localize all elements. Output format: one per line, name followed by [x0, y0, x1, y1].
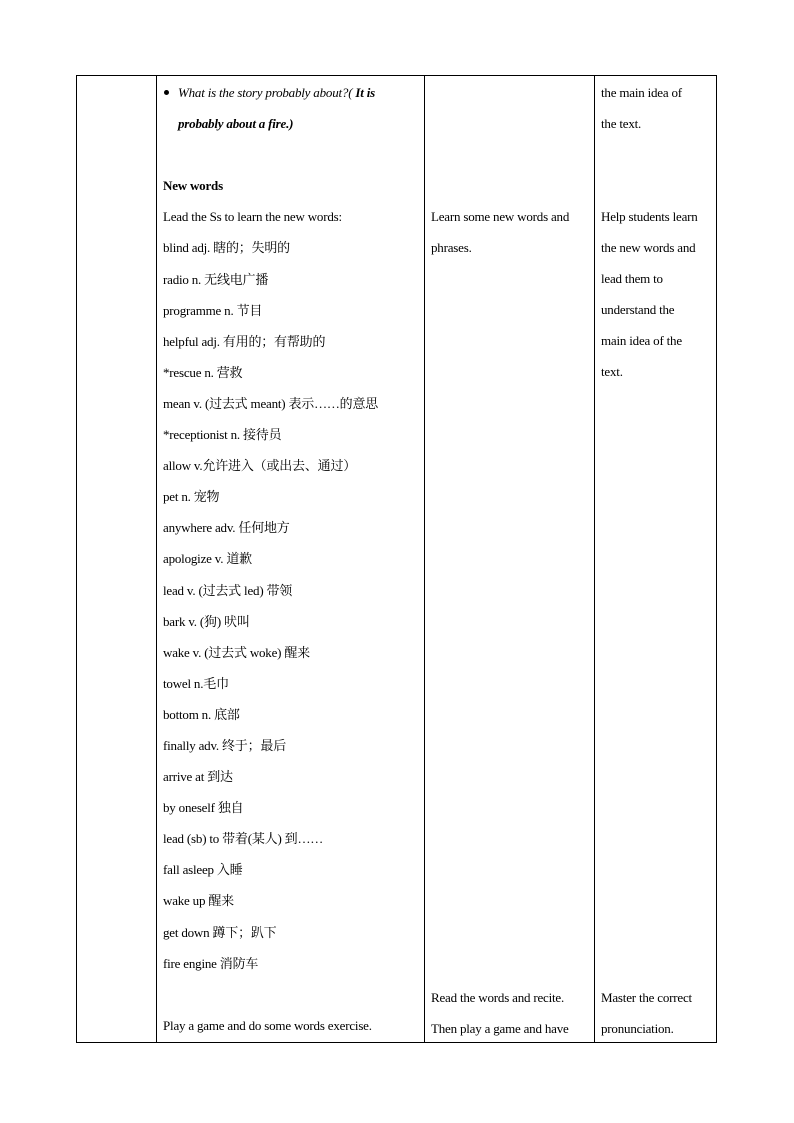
vocabulary-item: finally adv. 终于；最后	[163, 737, 287, 753]
intro-text: Lead the Ss to learn the new words:	[163, 209, 342, 225]
blank-line	[163, 979, 378, 1010]
purpose-line: Help students learn	[601, 209, 698, 224]
purpose-main-idea	[601, 77, 682, 139]
vocabulary-item: lead v. (过去式 led) 带领	[163, 582, 293, 598]
student-activity-read	[431, 982, 569, 1044]
vocabulary-item: wake up 醒来	[163, 893, 234, 909]
purpose-line: the main idea of	[601, 85, 682, 100]
table-left-border	[76, 75, 77, 1043]
question-text: What is the story probably about?(	[178, 85, 353, 100]
vocabulary-item: lead (sb) to 带着(某人) 到……	[163, 831, 324, 847]
vocabulary-item: *receptionist n. 接待员	[163, 427, 282, 443]
lesson-table	[76, 75, 717, 1043]
read-line: Then play a game and have	[431, 1021, 569, 1037]
blank-line	[163, 139, 378, 170]
answer-text-2: probably about a fire.)	[178, 116, 294, 132]
student-activity-learn	[431, 201, 569, 263]
table-right-border	[716, 75, 717, 1043]
vocabulary-list	[163, 232, 378, 978]
vocabulary-item: arrive at 到达	[163, 769, 233, 785]
purpose-line: main idea of the	[601, 333, 682, 349]
purpose-line: lead them to	[601, 271, 663, 287]
purpose-line: text.	[601, 364, 623, 380]
vocabulary-item: programme n. 节目	[163, 302, 263, 318]
vocabulary-item: bark v. (狗) 吠叫	[163, 613, 250, 629]
purpose-line: understand the	[601, 302, 675, 318]
bullet-icon	[164, 90, 169, 95]
learn-line: Learn some new words and	[431, 209, 570, 224]
vocabulary-item: anywhere adv. 任何地方	[163, 520, 290, 536]
question-answer-continued	[163, 108, 378, 139]
purpose-line: Master the correct	[601, 990, 692, 1005]
vocabulary-item: allow v.允许进入（或出去、通过）	[163, 458, 357, 474]
vocabulary-item: helpful adj. 有用的；有帮助的	[163, 333, 326, 349]
vocabulary-item: towel n.毛巾	[163, 675, 229, 691]
teacher-activity-cell	[163, 77, 378, 1041]
vocabulary-item: blind adj. 瞎的；失明的	[163, 240, 290, 256]
purpose-master	[601, 982, 692, 1044]
read-line: Read the words and recite.	[431, 990, 565, 1005]
vocabulary-item: *rescue n. 营救	[163, 364, 243, 380]
question-item	[163, 77, 378, 108]
vocabulary-item: get down 蹲下；趴下	[163, 924, 277, 940]
vocabulary-item: fire engine 消防车	[163, 955, 259, 971]
learn-line: phrases.	[431, 240, 472, 256]
vocabulary-item: radio n. 无线电广播	[163, 271, 269, 287]
answer-text-1: It is	[355, 85, 375, 100]
vocabulary-item: bottom n. 底部	[163, 706, 240, 722]
column-divider-2	[424, 75, 425, 1043]
column-divider-3	[594, 75, 595, 1043]
vocabulary-item: apologize v. 道歉	[163, 551, 252, 567]
column-divider-1	[156, 75, 157, 1043]
vocabulary-item: pet n. 宠物	[163, 489, 220, 505]
vocabulary-item: wake v. (过去式 woke) 醒来	[163, 644, 310, 660]
purpose-line: pronunciation.	[601, 1021, 674, 1037]
table-top-border	[76, 75, 717, 76]
purpose-help	[601, 201, 698, 388]
vocabulary-item: mean v. (过去式 meant) 表示……的意思	[163, 395, 379, 411]
purpose-line: the new words and	[601, 240, 696, 256]
game-text: Play a game and do some words exercise.	[163, 1017, 372, 1033]
vocabulary-item: by oneself 独自	[163, 800, 244, 816]
new-words-heading: New words	[163, 178, 223, 194]
purpose-line: the text.	[601, 116, 642, 132]
vocabulary-item: fall asleep 入睡	[163, 862, 243, 878]
